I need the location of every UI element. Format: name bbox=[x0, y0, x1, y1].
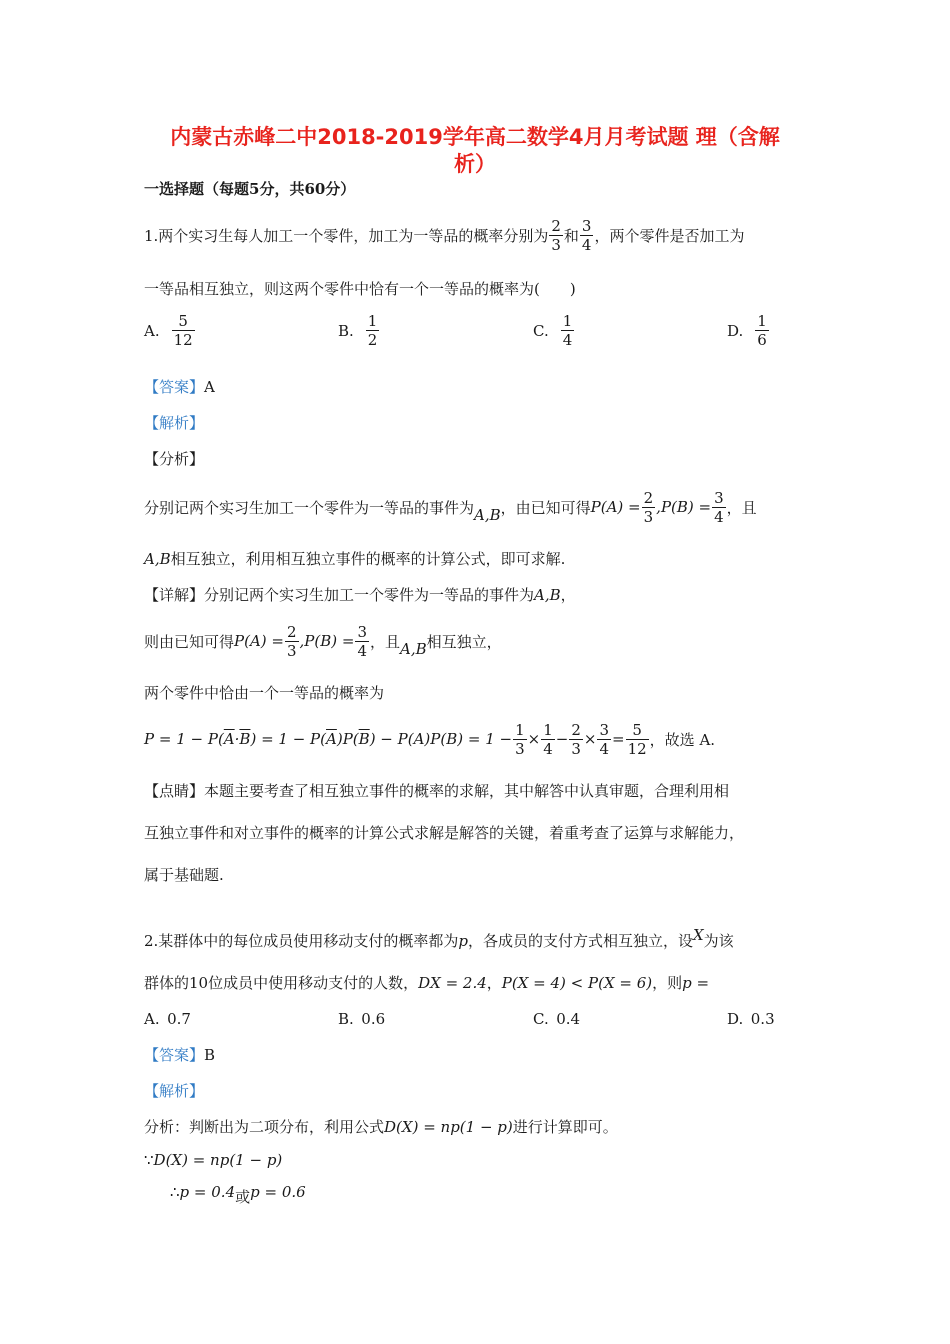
option-label: B. bbox=[338, 1010, 354, 1028]
q1-detail-line-2 bbox=[144, 616, 502, 666]
detail-and: ，且 bbox=[370, 632, 401, 651]
q1-answer bbox=[144, 376, 215, 397]
q2-jiexi-tag: 【解析】 bbox=[144, 1082, 205, 1100]
fraction bbox=[712, 489, 726, 526]
event-ab: A,B bbox=[474, 506, 501, 524]
fenxi-text-post: ，且 bbox=[726, 498, 757, 517]
denominator: 4 bbox=[562, 331, 573, 349]
prob-b: ,P(B) = bbox=[299, 632, 355, 650]
event-ab: A,B bbox=[144, 550, 171, 568]
denominator: 3 bbox=[643, 507, 654, 526]
q1-fenxi-tag: 【分析】 bbox=[144, 450, 205, 468]
detail-tag: 【详解】 bbox=[144, 586, 205, 604]
a-bar: $\overline{A}$ bbox=[326, 730, 337, 748]
option-value: 0.4 bbox=[556, 1010, 581, 1028]
var-x: X bbox=[692, 926, 704, 944]
formula-text: ) − P(A)P(B) = 1 − bbox=[369, 730, 513, 748]
option-value: 0.7 bbox=[167, 1010, 191, 1028]
q1-fenxi-line-1 bbox=[144, 482, 757, 532]
dx-value: DX = 2.4 bbox=[418, 974, 487, 992]
q1-dianjing-line-3: 属于基础题. bbox=[144, 866, 224, 884]
fraction bbox=[561, 312, 575, 349]
fenxi-text: 相互独立，利用相互独立事件的概率的计算公式，即可求解. bbox=[170, 550, 566, 568]
detail-text: 分别记两个实习生加工一个零件为一等品的事件为 bbox=[204, 586, 535, 604]
q1-option-c[interactable] bbox=[533, 312, 575, 349]
var-p-eq: p = bbox=[682, 974, 710, 992]
variance-formula: D(X) = np(1 − p) bbox=[153, 1151, 283, 1169]
therefore-sign: ∴ bbox=[170, 1183, 180, 1201]
option-label: D. bbox=[727, 321, 744, 340]
q2-option-c[interactable] bbox=[533, 1010, 580, 1028]
denominator: 4 bbox=[357, 641, 368, 660]
q2-text: 2.某群体中的每位成员使用移动支付的概率都为 bbox=[144, 932, 459, 950]
q2-analysis bbox=[144, 1116, 618, 1137]
answer-value: A bbox=[204, 378, 215, 396]
b-bar: $\overline{B}$ bbox=[358, 730, 370, 748]
p-value-2: p = 0.6 bbox=[250, 1183, 306, 1201]
fraction bbox=[580, 217, 594, 254]
analysis-text: 分析：判断出为二项分布，利用公式 bbox=[144, 1118, 385, 1136]
prob-b: ,P(B) = bbox=[656, 498, 712, 516]
fraction bbox=[513, 721, 527, 758]
b-bar: $\overline{B}$ bbox=[239, 730, 251, 748]
or-text: 或 bbox=[235, 1188, 251, 1206]
prob-a: P(A) = bbox=[234, 632, 284, 650]
denominator: 6 bbox=[757, 331, 767, 349]
option-label: A. bbox=[144, 1010, 160, 1028]
fraction bbox=[355, 623, 369, 660]
a-bar: $\overline{A}$ bbox=[223, 730, 235, 748]
q2-option-d[interactable] bbox=[727, 1010, 775, 1028]
numerator: 2 bbox=[643, 488, 654, 507]
q1-and: 和 bbox=[563, 226, 579, 245]
event-ab: A,B bbox=[534, 586, 561, 604]
q1-option-d[interactable] bbox=[727, 312, 770, 349]
denominator: 12 bbox=[627, 739, 647, 758]
fraction bbox=[366, 312, 380, 349]
numerator: 3 bbox=[599, 720, 609, 739]
answer-value: B bbox=[204, 1046, 216, 1064]
formula-dot: · bbox=[234, 730, 240, 748]
detail-text-post: 相互独立， bbox=[426, 632, 502, 651]
numerator: 1 bbox=[543, 720, 553, 739]
fenxi-text: 分别记两个实习生加工一个零件为一等品的事件为 bbox=[144, 498, 475, 517]
q1-line-2: 一等品相互独立，则这两个零件中恰有一个一等品的概率为( ) bbox=[144, 280, 576, 298]
denominator: 3 bbox=[286, 641, 297, 660]
numerator: 3 bbox=[357, 622, 368, 641]
q2-because-line bbox=[144, 1151, 282, 1169]
fenxi-text-mid: ，由已知可得 bbox=[500, 498, 591, 517]
q1-dianjing-line-2: 互独立事件和对立事件的概率的计算公式求解是解答的关键，着重考查了运算与求解能力， bbox=[144, 824, 745, 842]
fraction bbox=[549, 217, 563, 254]
fraction bbox=[642, 489, 656, 526]
numerator: 3 bbox=[581, 216, 592, 235]
variance-formula: D(X) = np(1 − p) bbox=[384, 1118, 513, 1136]
equals-sign: = bbox=[612, 730, 625, 748]
title-line-2: 析） bbox=[454, 152, 496, 176]
option-label: C. bbox=[533, 321, 549, 340]
fraction bbox=[597, 721, 611, 758]
q1-option-b[interactable] bbox=[338, 312, 380, 349]
prob-a: P(A) = bbox=[590, 498, 641, 516]
denominator: 3 bbox=[515, 739, 525, 758]
q1-text-post: ，两个零件是否加工为 bbox=[594, 226, 745, 245]
option-value: 0.6 bbox=[361, 1010, 386, 1028]
document-title bbox=[120, 124, 830, 178]
denominator: 4 bbox=[543, 739, 553, 758]
option-value: 0.3 bbox=[750, 1010, 775, 1028]
minus-sign: − bbox=[555, 730, 569, 748]
option-label: A. bbox=[144, 321, 160, 340]
fraction bbox=[285, 623, 299, 660]
q1-option-a[interactable] bbox=[144, 312, 196, 349]
event-ab: A,B bbox=[400, 640, 427, 658]
numerator: 5 bbox=[632, 720, 642, 739]
numerator: 1 bbox=[562, 312, 573, 330]
times-sign: × bbox=[527, 730, 541, 748]
answer-tag: 【答案】 bbox=[144, 1046, 205, 1064]
numerator: 5 bbox=[178, 312, 188, 330]
dianjing-tag: 【点睛】 bbox=[144, 782, 205, 800]
fraction bbox=[569, 721, 583, 758]
q1-dianjing-line-1 bbox=[144, 780, 729, 801]
q1-jiexi-tag: 【解析】 bbox=[144, 414, 205, 432]
q2-option-a[interactable] bbox=[144, 1010, 191, 1028]
fraction bbox=[755, 312, 769, 349]
denominator: 3 bbox=[551, 235, 561, 254]
answer-tag: 【答案】 bbox=[144, 378, 205, 396]
numerator: 2 bbox=[551, 216, 561, 235]
q1-text-pre: 1.两个实习生每人加工一个零件，加工为一等品的概率分别为 bbox=[144, 226, 549, 245]
formula-text: )P( bbox=[336, 730, 359, 748]
denominator: 4 bbox=[714, 507, 724, 526]
section-heading: 一选择题（每题5分，共60分） bbox=[144, 180, 356, 198]
formula-end: ，故选 A. bbox=[649, 730, 716, 749]
fraction bbox=[172, 312, 195, 349]
q2-line-2 bbox=[144, 972, 709, 993]
q2-line-1 bbox=[144, 926, 734, 951]
option-label: C. bbox=[533, 1010, 549, 1028]
q2-text-mid: ，各成员的支付方式相互独立，设 bbox=[467, 932, 693, 950]
because-sign: ∵ bbox=[144, 1151, 154, 1169]
detail-comma: ， bbox=[560, 586, 576, 604]
numerator: 2 bbox=[286, 622, 297, 641]
numerator: 1 bbox=[515, 720, 525, 739]
q2-therefore-line bbox=[170, 1181, 306, 1206]
q2-answer bbox=[144, 1044, 215, 1065]
inequality: P(X = 4) < P(X = 6) bbox=[501, 974, 653, 992]
numerator: 3 bbox=[714, 488, 724, 507]
p-value-1: p = 0.4 bbox=[179, 1183, 236, 1201]
q1-line-1 bbox=[144, 210, 744, 260]
denominator: 4 bbox=[599, 739, 609, 758]
q2-option-b[interactable] bbox=[338, 1010, 385, 1028]
option-label: D. bbox=[727, 1010, 744, 1028]
q1-detail-line-3: 两个零件中恰由一个一等品的概率为 bbox=[144, 684, 385, 702]
numerator: 1 bbox=[757, 312, 767, 330]
q2-text-post: 为该 bbox=[703, 932, 734, 950]
fraction bbox=[541, 721, 555, 758]
denominator: 4 bbox=[581, 235, 592, 254]
title-line-1: 内蒙古赤峰二中2018-2019学年高二数学4月月考试题 理（含解 bbox=[170, 125, 780, 149]
q1-formula bbox=[144, 714, 715, 764]
numerator: 1 bbox=[367, 312, 378, 330]
formula-text: ) = 1 − P( bbox=[250, 730, 327, 748]
option-label: B. bbox=[338, 321, 354, 340]
q2-comma: ， bbox=[486, 974, 502, 992]
q1-fenxi-line-2 bbox=[144, 548, 565, 569]
fraction bbox=[626, 721, 649, 758]
formula-text: P = 1 − P( bbox=[144, 730, 224, 748]
detail-text: 则由已知可得 bbox=[144, 632, 235, 651]
analysis-text-post: 进行计算即可。 bbox=[512, 1118, 618, 1136]
dianjing-text: 本题主要考查了相互独立事件的概率的求解，其中解答中认真审题，合理利用相 bbox=[204, 782, 730, 800]
numerator: 2 bbox=[571, 720, 581, 739]
times-sign: × bbox=[583, 730, 597, 748]
denominator: 12 bbox=[173, 331, 193, 349]
q2-text: 群体的10位成员中使用移动支付的人数， bbox=[144, 974, 419, 992]
denominator: 2 bbox=[367, 331, 378, 349]
var-p: p bbox=[458, 932, 468, 950]
denominator: 3 bbox=[571, 739, 581, 758]
q1-detail-line-1 bbox=[144, 584, 576, 605]
q2-then: ，则 bbox=[652, 974, 683, 992]
